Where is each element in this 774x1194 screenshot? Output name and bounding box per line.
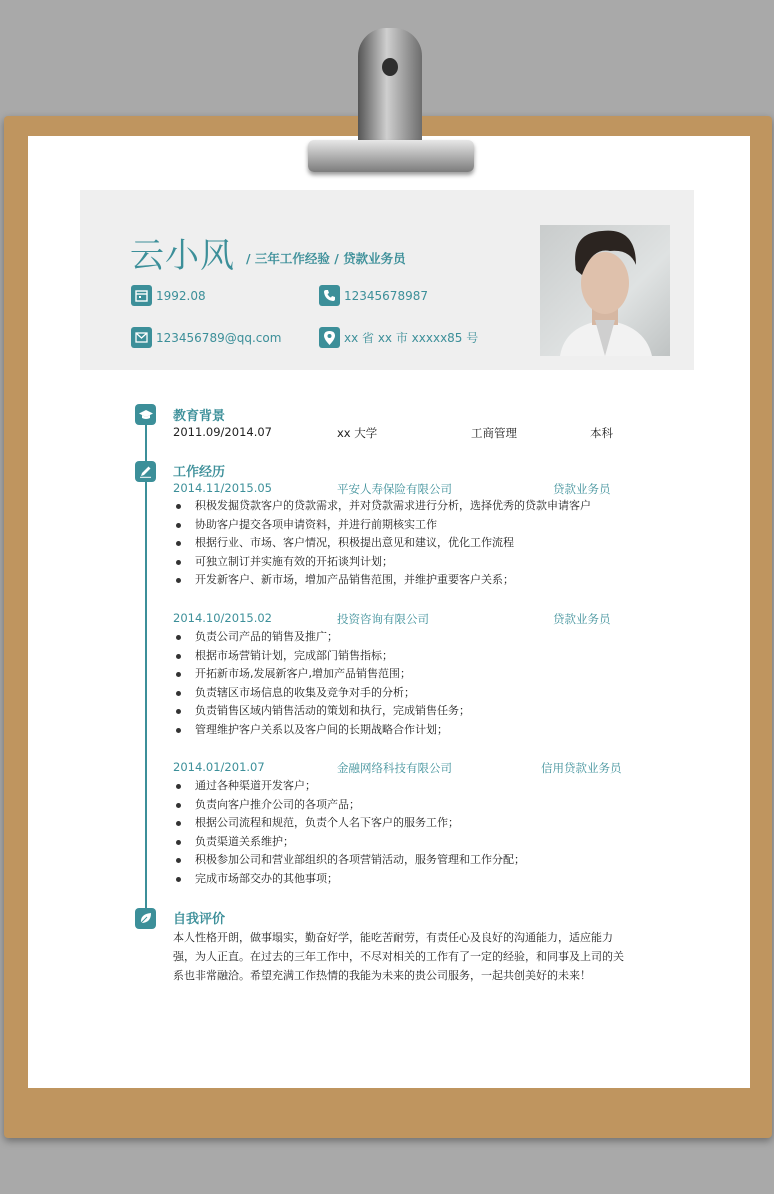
binder-clip [358,28,422,146]
job-period: 2014.01/201.07 [173,760,265,774]
job-period: 2014.11/2015.05 [173,481,272,495]
profile-photo [540,225,670,356]
email-icon [131,327,152,348]
contact-email [131,327,281,348]
list-item: 负责渠道关系维护； [176,833,525,852]
section-title-self-eval: 自我评价 [173,912,226,927]
phone-icon [319,285,340,306]
job-duties-list [176,777,525,889]
location-icon [319,327,340,348]
edu-period: 2011.09/2014.07 [173,425,272,439]
contact-address [319,327,478,348]
section-title-work: 工作经历 [173,465,226,480]
list-item: 根据行业、市场、客户情况，积极提出意见和建议，优化工作流程 [176,534,591,553]
job-duties-list [176,497,591,590]
timeline-line [145,412,147,916]
graduation-cap-icon [135,404,156,425]
address-text: xx 省 xx 市 xxxxx85 号 [344,331,479,345]
birth-text: 1992.08 [156,288,206,303]
binder-clip-hole [382,58,398,76]
calendar-icon [131,285,152,306]
job-role: 贷款业务员 [553,482,611,496]
edu-degree: 本科 [590,426,613,440]
self-eval-text: 本人性格开朗，做事塌实，勤奋好学，能吃苦耐劳，有责任心及良好的沟通能力，适应能力强，为人正直。在过去的三年工作中，不尽对相关的工作有了一定的经验，和同事及上司的关系也非常融洽。希望充满工作热情的我能为未来的贵公司服务，一起共创美好的未来！ [173,931,624,982]
applicant-subtitle: / 三年工作经验 / 贷款业务员 [246,251,406,266]
section-title-education: 教育背景 [173,409,226,424]
contact-birth [131,285,206,306]
contact-phone [319,285,428,306]
job-company: 平安人寿保险有限公司 [337,482,452,496]
list-item: 积极参加公司和营业部组织的各项营销活动，服务管理和工作分配； [176,851,525,870]
phone-text: 12345678987 [344,288,428,303]
job-role: 贷款业务员 [553,612,611,626]
list-item: 负责销售区域内销售活动的策划和执行，完成销售任务； [176,702,470,721]
job-role: 信用贷款业务员 [541,761,622,775]
list-item: 通过各种渠道开发客户； [176,777,525,796]
applicant-name: 云小风 [130,236,235,276]
list-item: 根据公司流程和规范，负责个人名下客户的服务工作； [176,814,525,833]
email-text: 123456789@qq.com [156,330,282,345]
job-company: 投资咨询有限公司 [337,612,429,626]
list-item: 负责公司产品的销售及推广； [176,628,470,647]
list-item: 完成市场部交办的其他事项； [176,870,525,889]
list-item: 积极发掘贷款客户的贷款需求，并对贷款需求进行分析，选择优秀的贷款申请客户 [176,497,591,516]
pen-icon [135,461,156,482]
list-item: 根据市场营销计划，完成部门销售指标； [176,647,470,666]
edu-major: 工商管理 [471,426,517,440]
edu-school: xx 大学 [337,426,378,440]
list-item: 可独立制订并实施有效的开拓谈判计划； [176,553,591,572]
list-item: 开拓新市场,发展新客户,增加产品销售范围； [176,665,470,684]
list-item: 负责辖区市场信息的收集及竞争对手的分析； [176,684,470,703]
job-company: 金融网络科技有限公司 [337,761,452,775]
list-item: 开发新客户、新市场，增加产品销售范围，并维护重要客户关系； [176,571,591,590]
job-duties-list [176,628,470,740]
job-period: 2014.10/2015.02 [173,611,272,625]
list-item: 负责向客户推介公司的各项产品； [176,796,525,815]
leaf-icon [135,908,156,929]
list-item: 管理维护客户关系以及客户间的长期战略合作计划； [176,721,470,740]
list-item: 协助客户提交各项申请资料，并进行前期核实工作 [176,516,591,535]
binder-clip-base [308,140,474,172]
